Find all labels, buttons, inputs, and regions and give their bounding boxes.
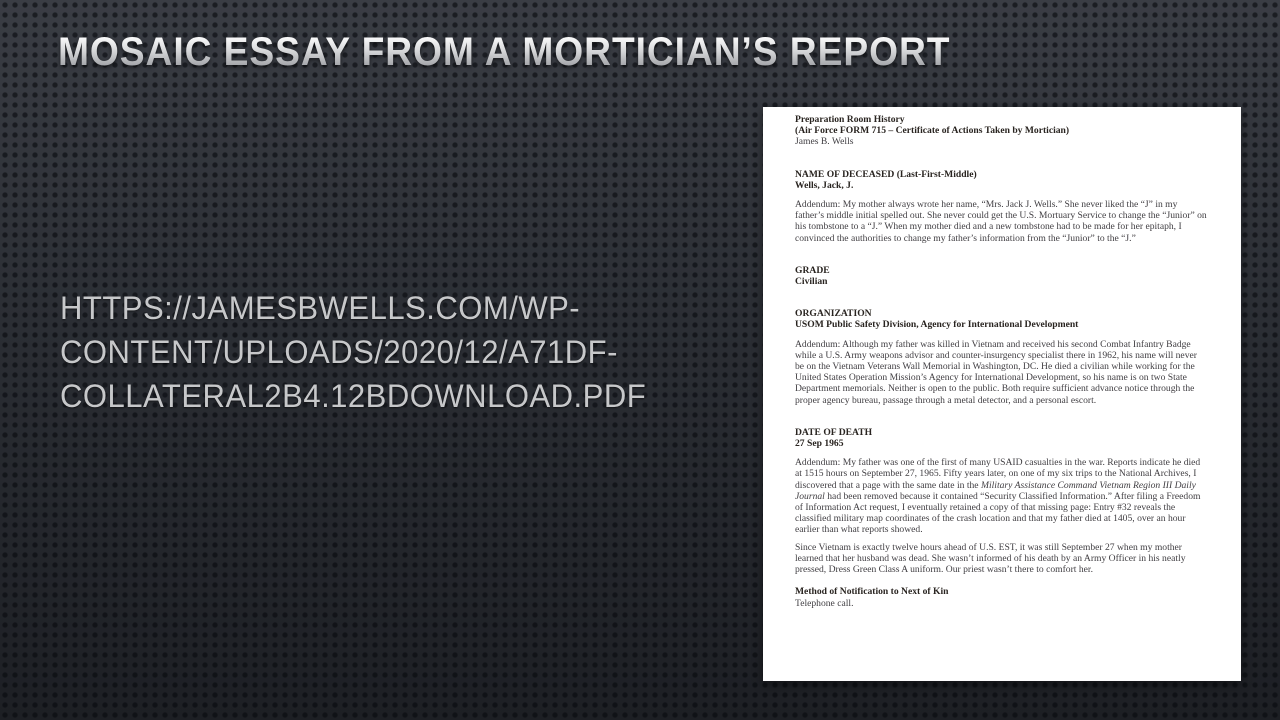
doc-heading-line: GRADE bbox=[795, 264, 830, 276]
doc-title-line-1: Preparation Room History bbox=[795, 114, 905, 125]
doc-heading-line: Wells, Jack, J. bbox=[795, 179, 854, 191]
doc-paragraph-segment: Since Vietnam is exactly twelve hours ahead of U.S. EST, it was still September 27 when my mother learned that her husband was dead. She wasn’t informed of his death by an Army Officer in his neatly pressed, Dress Green Class A uniform. Our priest wasn’t there to comfort her. bbox=[795, 541, 1186, 576]
doc-heading-line: USOM Public Safety Division, Agency for International Development bbox=[795, 319, 1079, 331]
doc-paragraph-italic-segment: Military Assistance Command Vietnam Region III Daily Journal bbox=[795, 479, 1196, 502]
doc-paragraph-segment: Addendum: My father was one of the first of many USAID casualties in the war. Reports indicate he died at 1515 hours on September 27, 1965. Fifty years later, on one of my six trips to the National Archives, I discovered that a page with the same date in the bbox=[795, 457, 1201, 491]
doc-paragraph bbox=[795, 542, 1207, 576]
doc-section bbox=[795, 169, 1207, 244]
doc-sections bbox=[795, 169, 1207, 609]
doc-paragraph-segment: Addendum: My mother always wrote her name, “Mrs. Jack J. Wells.” She never liked the “J” in my father’s middle initial spelled out. She never could get the U.S. Mortuary Service to change the “Junior” on his tombstone to a “J.” When my mother died and a new tombstone had to be made for her epitaph, I convinced the authorities to change my father’s information from the “Junior” to the “J.” bbox=[795, 199, 1207, 244]
doc-section bbox=[795, 265, 1207, 287]
doc-heading-line: ORGANIZATION bbox=[795, 308, 872, 320]
doc-section bbox=[795, 427, 1207, 575]
doc-header bbox=[795, 114, 1207, 148]
source-url-line-1: HTTPS://JAMESBWELLS.COM/WP- bbox=[60, 290, 581, 326]
doc-paragraph bbox=[795, 339, 1207, 406]
doc-heading-line: NAME OF DECEASED (Last-First-Middle) bbox=[795, 168, 977, 180]
doc-plain-line: Telephone call. bbox=[795, 597, 854, 609]
doc-heading-line: Civilian bbox=[795, 276, 828, 288]
doc-section bbox=[795, 308, 1207, 406]
slide-title: MOSAIC ESSAY FROM A MORTICIAN’S REPORT bbox=[58, 30, 951, 74]
source-url-line-2: CONTENT/UPLOADS/2020/12/A71DF- bbox=[60, 334, 618, 370]
doc-paragraph-segment: had been removed because it contained “Security Classified Information.” After filing a Freedom of Information Act request, I eventually retained a copy of that missing page: Entry #32 reveals the classified military map coordinates of the crash location and that my father died at 1405, over an hour earlier than what reports showed. bbox=[795, 490, 1201, 536]
doc-paragraph bbox=[795, 457, 1207, 535]
doc-paragraph-segment: Addendum: Although my father was killed in Vietnam and received his second Combat Infantry Badge while a U.S. Army weapons advisor and counter-insurgency specialist there in 1962, his name will never be on the Vietnam Veterans Wall Memorial in Washington, DC. He died a civilian while working for the United States Operation Mission’s Agency for International Development, so his name is on two State Department memorials. Neither is open to the public. Both require sufficient advance notice through the proper agency bureau, passage through a metal detector, and a personal escort. bbox=[795, 338, 1197, 406]
doc-title-line-2: (Air Force FORM 715 – Certificate of Actions Taken by Mortician) bbox=[795, 125, 1070, 137]
doc-paragraph bbox=[795, 199, 1207, 244]
doc-heading-line: DATE OF DEATH bbox=[795, 426, 873, 438]
document-page bbox=[763, 107, 1241, 681]
doc-heading-line: Method of Notification to Next of Kin bbox=[795, 586, 949, 598]
doc-author: James B. Wells bbox=[795, 136, 854, 148]
source-url bbox=[60, 286, 646, 418]
doc-heading-line: 27 Sep 1965 bbox=[795, 438, 844, 450]
doc-section bbox=[795, 586, 1207, 608]
source-url-line-3: COLLATERAL2B4.12BDOWNLOAD.PDF bbox=[60, 378, 647, 414]
